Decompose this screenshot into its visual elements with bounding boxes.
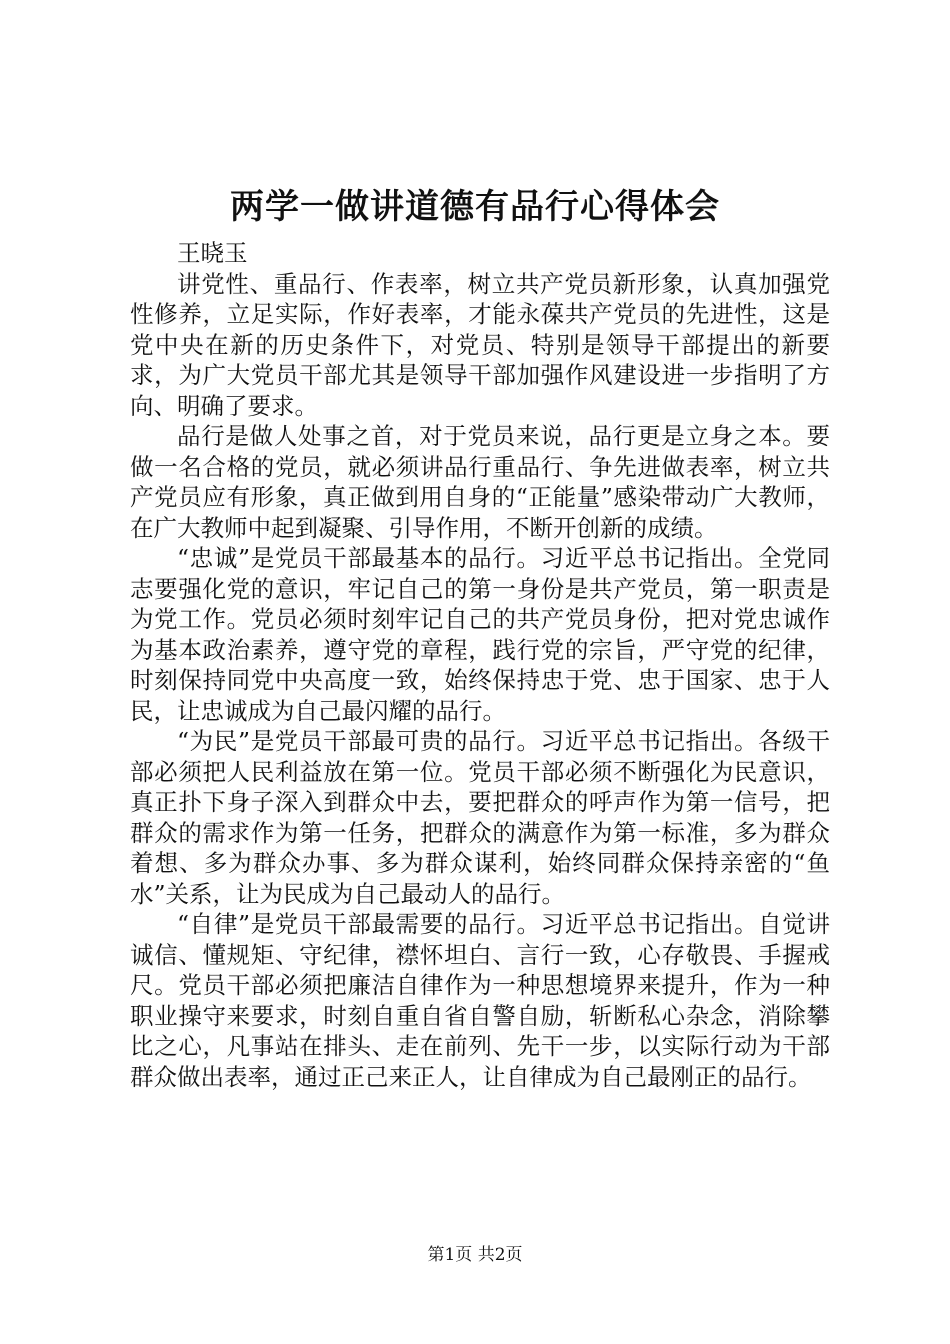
paragraph-5: “自律”是党员干部最需要的品行。习近平总书记指出。自觉讲诚信、懂规矩、守纪律，襟怀坦白、言行一致，心存敬畏、手握戒尺。党员干部必须把廉洁自律作为一种思想境界来提升，作为一种职业操守来要求，时刻自重自省自警自励，斩断私心杂念，消除攀比之心，凡事站在排头、走在前列、先干一步，以实际行动为干部群众做出表率，通过正己来正人，让自律成为自己最刚正的品行。 [130,910,830,1091]
paragraph-1: 讲党性、重品行、作表率，树立共产党员新形象，认真加强党性修养，立足实际，作好表率，才能永葆共产党员的先进性，这是党中央在新的历史条件下，对党员、特别是领导干部提出的新要求，为广大党员干部尤其是领导干部加强作风建设进一步指明了方向、明确了要求。 [130,269,830,420]
paragraph-4: “为民”是党员干部最可贵的品行。习近平总书记指出。各级干部必须把人民利益放在第一位。党员干部必须不断强化为民意识，真正扑下身子深入到群众中去，要把群众的呼声作为第一信号，把群众的需求作为第一任务，把群众的满意作为第一标准，多为群众着想、多为群众办事、多为群众谋利，始终同群众保持亲密的“鱼水”关系，让为民成为自己最动人的品行。 [130,727,830,908]
document-title: 两学一做讲道德有品行心得体会 [230,187,720,227]
author-name: 王晓玉 [177,239,248,267]
paragraph-2: 品行是做人处事之首，对于党员来说，品行更是立身之本。要做一名合格的党员，就必须讲品行重品行、争先进做表率，树立共产党员应有形象，真正做到用自身的“正能量”感染带动广大教师，在广大教师中起到凝聚、引导作用，不断开创新的成绩。 [130,422,830,542]
paragraph-3: “忠诚”是党员干部最基本的品行。习近平总书记指出。全党同志要强化党的意识，牢记自己的第一身份是共产党员，第一职责是为党工作。党员必须时刻牢记自己的共产党员身份，把对党忠诚作为基本政治素养，遵守党的章程，践行党的宗旨，严守党的纪律，时刻保持同党中央高度一致，始终保持忠于党、忠于国家、忠于人民，让忠诚成为自己最闪耀的品行。 [130,544,830,725]
document-body [130,238,830,1092]
page-footer: 第1页 共2页 [427,1245,523,1265]
